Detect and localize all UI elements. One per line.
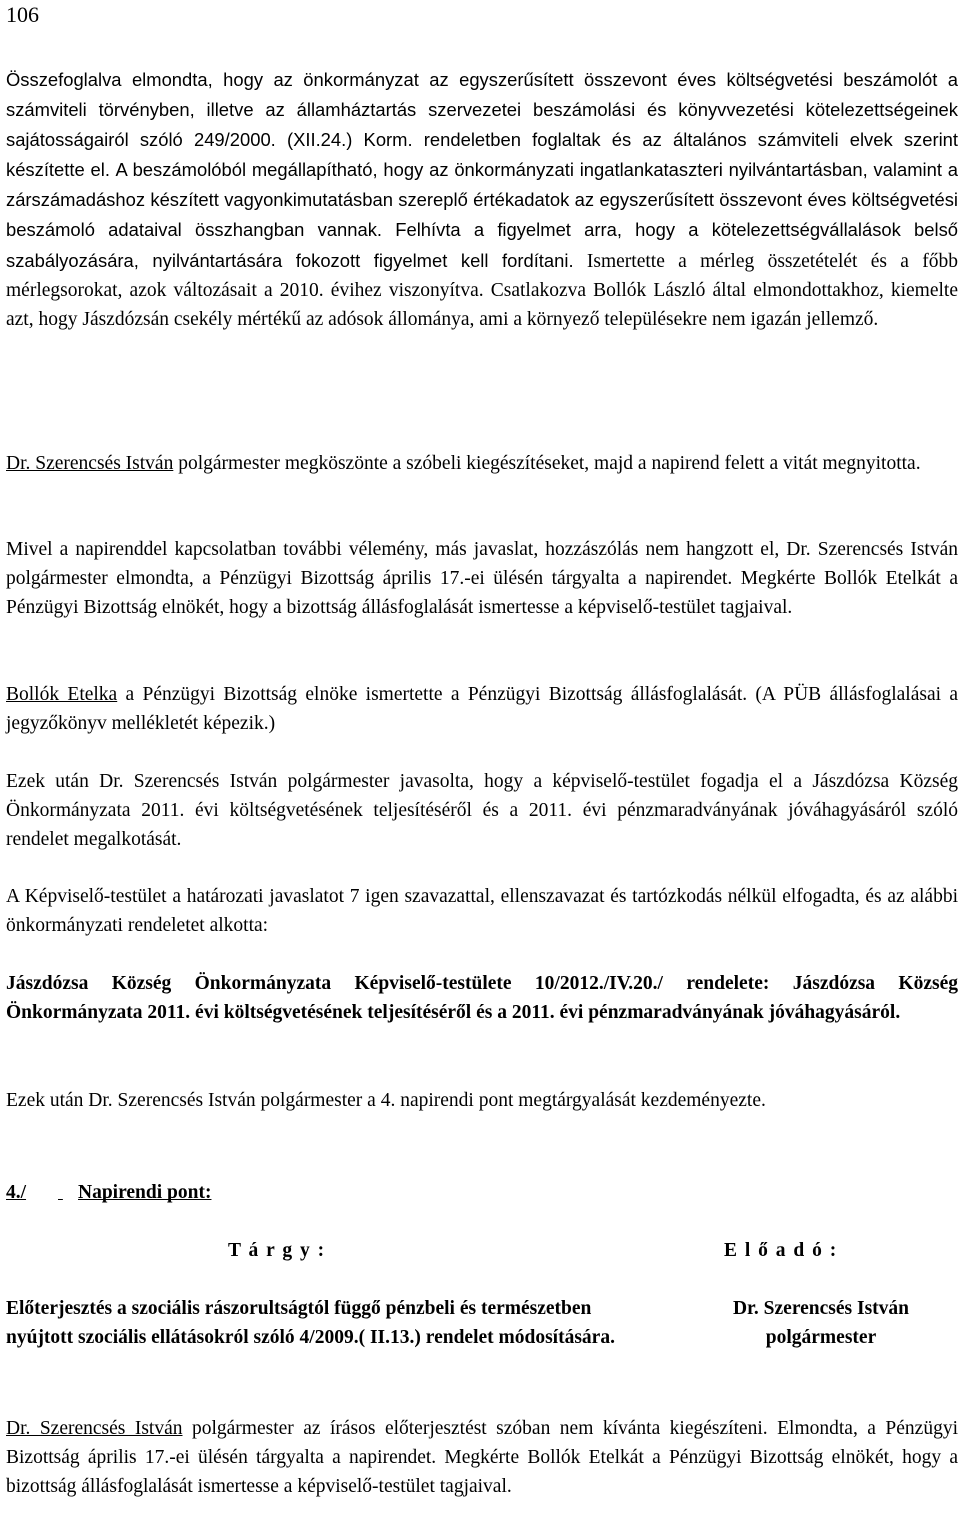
agenda-label: Napirendi pont:	[78, 1182, 212, 1203]
paragraph-text: Ezek után Dr. Szerencsés István polgármester javasolta, hogy a képviselő-testület fogadja el a Jászdózsa Község Önkormányzata 2011. évi költségvetésének teljesítéséről és a 2011. évi pénzmaradványának jóváhagyásáról szóló rendelet megalkotását.	[6, 771, 958, 851]
summary-text-serif: Ismertette a mérleg összetételét és a főbb mérlegsorokat, azok változásait a 2010. évihez viszonyítva. Csatlakozva Bollók László által elmondottakhoz, kiemelte azt, hogy Jászdózsán csekély mértékű az adósok állománya, ami a környező településekre nem igazán jellemző.	[6, 250, 958, 330]
agenda-heading-gap	[58, 1178, 78, 1207]
summary-text-sans: Összefoglalva elmondta, hogy az önkormányzat az egyszerűsített összevont éves költségvetési beszámolót a számviteli törvényben, illetve az államháztartás szervezetei beszámolási és könyvvezetési kötelezettségeinek sajátosságairól szóló 249/2000. (XII.24.) Korm. rendeletben foglaltak és az általános számviteli elvek szerint készítette el.	[6, 69, 958, 181]
presenter-title: E l ő a d ó :	[724, 1240, 838, 1261]
decree-text: Jászdózsa Község Önkormányzata Képviselő-testülete 10/2012./IV.20./ rendelete: Jászdózsa Község Önkormányzata 2011. évi költségvetésének teljesítéséről és a 2011. évi pénzmaradványának jóváhagyásáról.	[6, 973, 958, 1024]
paragraph-text: polgármester az írásos előterjesztést szóban nem kívánta kiegészíteni. Elmondta, a Pénzügyi Bizottság április 17.-ei ülésén tárgyalta a napirendet. Megkérte Bollók Etelkát a Pénzügyi Bizottság elnökét, hogy a bizottság állásfoglalását ismertesse a képviselő-testület tagjaival.	[6, 1418, 958, 1498]
presenter-role: polgármester	[765, 1327, 877, 1349]
paragraph-proposal	[6, 767, 958, 854]
mayor-name: Dr. Szerencsés István	[6, 1418, 183, 1439]
summary-text-sans-2: A beszámolóból megállapítható, hogy az önkormányzati ingatlankataszteri nyilvántartásban, valamint a zárszámadáshoz készített vagyonkimutatásban szereplő értékadatok az egyszerűsített összevont éves költségvetési beszámoló adataival összhangban vannak. Felhívta a figyelmet arra, hogy a kötelezettségvállalások belső szabályozására, nyilvántartására fokozott figyelmet kell fordítani.	[6, 159, 958, 271]
paragraph-debate-open	[6, 449, 958, 478]
paragraph-committee	[6, 535, 958, 622]
subject-title: T á r g y :	[228, 1240, 326, 1261]
paragraph-text: Ezek után Dr. Szerencsés István polgármester a 4. napirendi pont megtárgyalását kezdeményezte.	[6, 1090, 766, 1111]
paragraph-text: Mivel a napirenddel kapcsolatban további vélemény, más javaslat, hozzászólás nem hangzott el, Dr. Szerencsés István polgármester elmondta, a Pénzügyi Bizottság április 17.-ei ülésén tárgyalta a napirendet. Megkérte Bollók Etelkát a Pénzügyi Bizottság elnökét, hogy a bizottság állásfoglalását ismertesse a képviselő-testület tagjaival.	[6, 539, 958, 619]
paragraph-final	[6, 1414, 958, 1501]
page-number: 106	[6, 2, 39, 27]
paragraph-next-item	[6, 1086, 958, 1115]
paragraph-committee-chair	[6, 680, 958, 738]
paragraph-summary	[6, 65, 958, 334]
agenda-number: 4./	[6, 1182, 27, 1203]
chair-name: Bollók Etelka	[6, 684, 118, 705]
subject-text: Előterjesztés a szociális rászorultságtól függő pénzbeli és természetben nyújtott szociális ellátásokról szóló 4/2009.( II.13.) rendelet módosítására.	[6, 1298, 615, 1349]
paragraph-text: polgármester megköszönte a szóbeli kiegészítéseket, majd a napirend felett a vitát megnyitotta.	[173, 453, 921, 474]
paragraph-vote	[6, 882, 958, 940]
paragraph-decree	[6, 969, 958, 1027]
paragraph-text: A Képviselő-testület a határozati javaslatot 7 igen szavazattal, ellenszavazat és tartózkodás nélkül elfogadta, és az alábbi önkormányzati rendeletet alkotta:	[6, 886, 958, 937]
presenter-name: Dr. Szerencsés István	[732, 1298, 910, 1319]
agenda-heading	[6, 1178, 211, 1207]
mayor-name: Dr. Szerencsés István	[6, 453, 174, 474]
paragraph-text: a Pénzügyi Bizottság elnöke ismertette a Pénzügyi Bizottság állásfoglalását. (A PÜB állásfoglalásai a jegyzőkönyv mellékletét képezik.)	[6, 684, 958, 735]
presenter-block	[696, 1294, 946, 1352]
